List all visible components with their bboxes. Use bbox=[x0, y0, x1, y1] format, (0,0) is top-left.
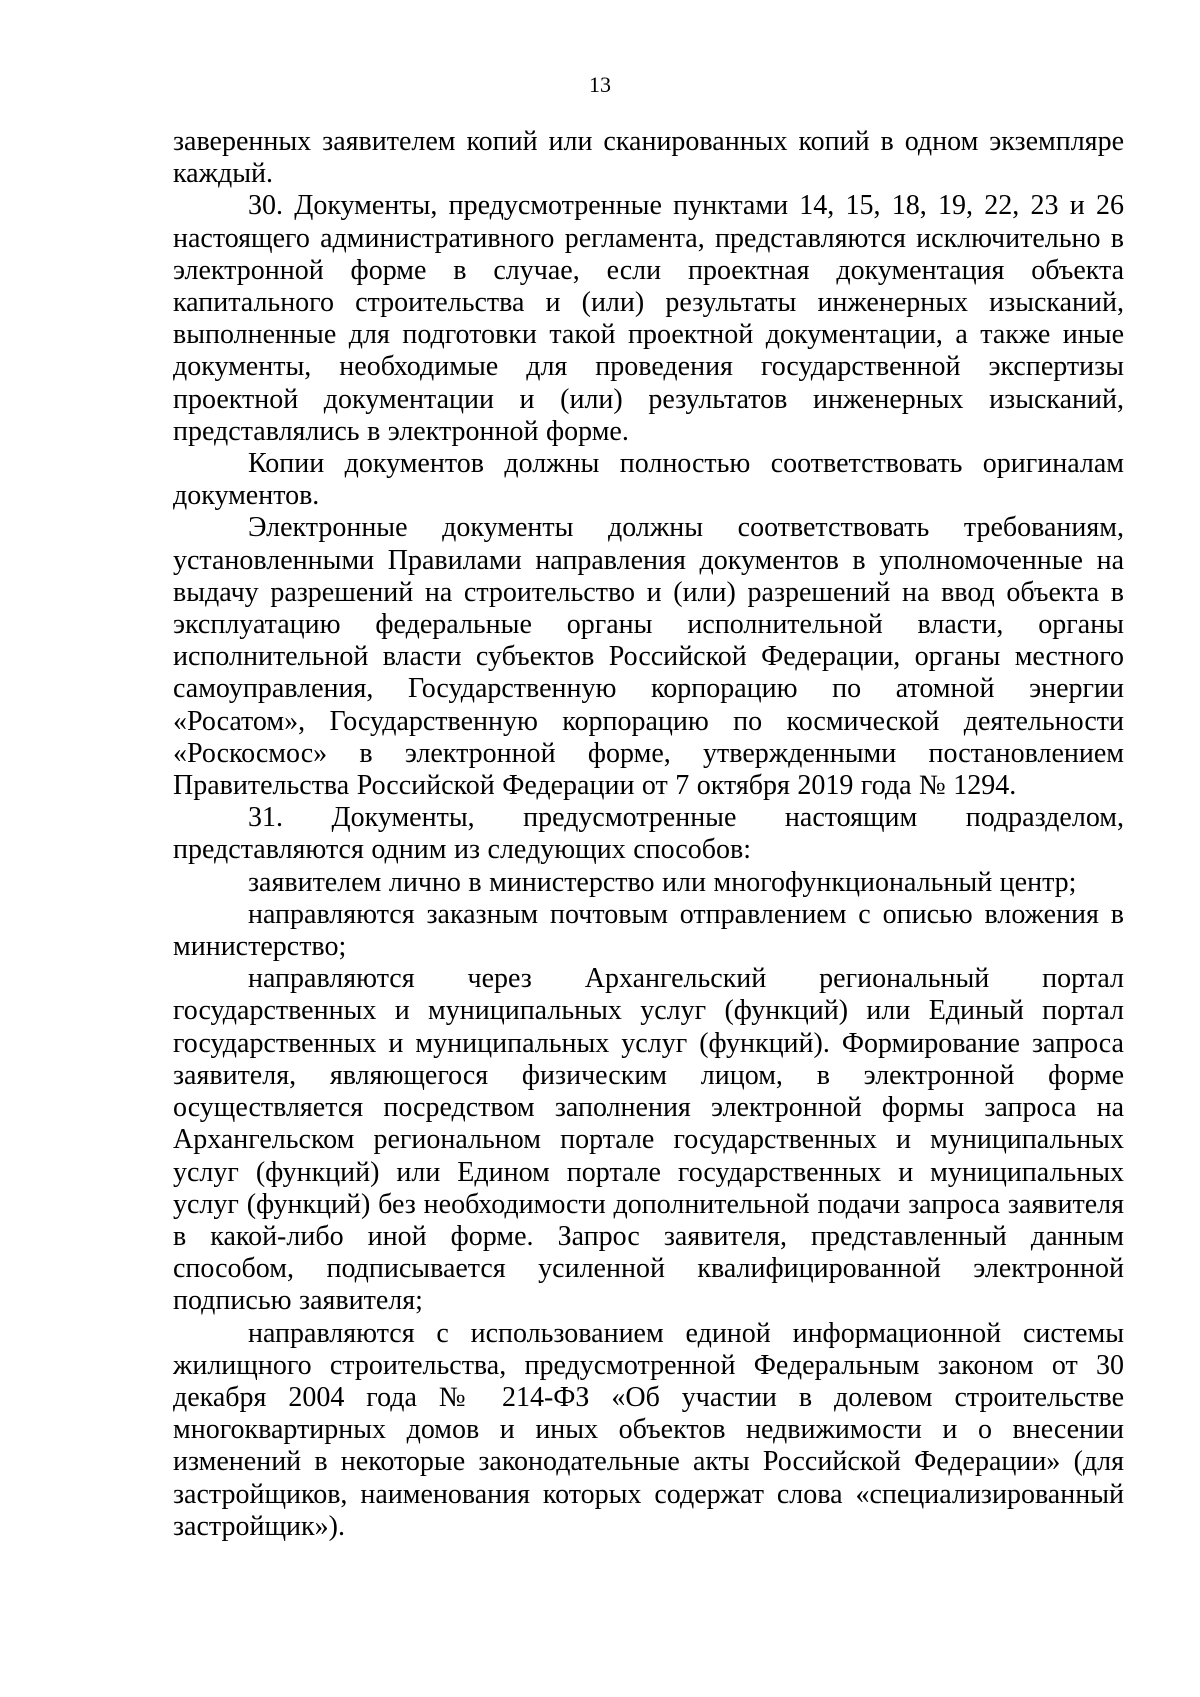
list-item-registered-mail: направляются заказным почтовым отправлением с описью вложения в министерство; bbox=[173, 898, 1124, 963]
list-item-portal: направляются через Архангельский региональный портал государственных и муниципальных услуг (функций) или Единый портал государственных и муниципальных услуг (функций). Формирование запроса заявителя, являющегося физическим лицом, в электронной форме осуществляется посредством заполнения электронной формы запроса на Архангельском региональном портале государственных и муниципальных услуг (функций) или Едином портале государственных и муниципальных услуг (функций) без необходимости дополнительной подачи запроса заявителя в какой-либо иной форме. Запрос заявителя, представленный данным способом, подписывается усиленной квалифицированной электронной подписью заявителя; bbox=[173, 963, 1124, 1317]
paragraph-copies: Копии документов должны полностью соответствовать оригиналам документов. bbox=[173, 448, 1124, 512]
paragraph-continuation: заверенных заявителем копий или сканированных копий в одном экземпляре каждый. bbox=[173, 126, 1124, 190]
paragraph-electronic-documents: Электронные документы должны соответствовать требованиям, установленными Правилами направления документов в уполномоченные на выдачу разрешений на строительство и (или) разрешений на ввод объекта в эксплуатацию федеральные органы исполнительной власти, органы исполнительной власти субъектов Российской Федерации, органы местного самоуправления, Государственную корпорацию по атомной энергии «Росатом», Государственную корпорацию по космической деятельности «Роскосмос» в электронной форме, утвержденными постановлением Правительства Российской Федерации от 7 октября 2019 года № 1294. bbox=[173, 512, 1124, 802]
page-number: 13 bbox=[589, 72, 611, 97]
list-item-housing-system: направляются с использованием единой информационной системы жилищного строительства, предусмотренной Федеральным законом от 30 декабря 2004 года № 214-ФЗ «Об участии в долевом строительстве многоквартирных домов и иных объектов недвижимости и о внесении изменений в некоторые законодательные акты Российской Федерации» (для застройщиков, наименования которых содержат слова «специализированный застройщик»). bbox=[173, 1317, 1124, 1542]
list-item-in-person: заявителем лично в министерство или многофункциональный центр; bbox=[248, 866, 1077, 898]
paragraph-item-31: 31. Документы, предусмотренные настоящим подразделом, представляются одним из следующих способов: bbox=[173, 802, 1124, 866]
document-body bbox=[173, 126, 1124, 1543]
paragraph-item-30: 30. Документы, предусмотренные пунктами 14, 15, 18, 19, 22, 23 и 26 настоящего административного регламента, представляются исключительно в электронной форме в случае, если проектная документация объекта капитального строительства и (или) результаты инженерных изысканий, выполненные для подготовки такой проектной документации, а также иные документы, необходимые для проведения государственной экспертизы проектной документации и (или) результатов инженерных изысканий, представлялись в электронной форме. bbox=[173, 190, 1124, 447]
